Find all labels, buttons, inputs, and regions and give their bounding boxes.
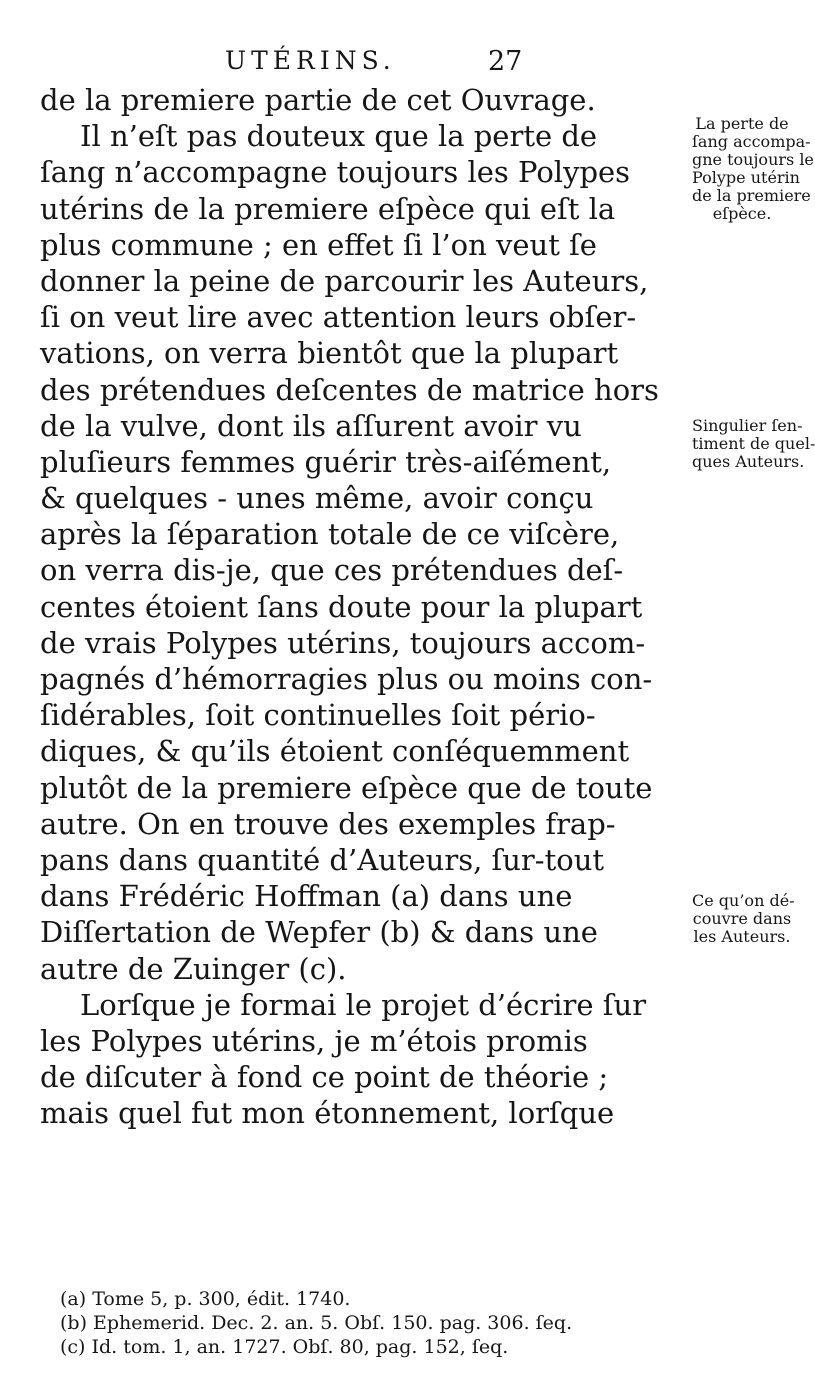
text-line: autre de Zuinger (c). — [40, 951, 347, 986]
margin-note-singular-opinion — [692, 416, 815, 471]
text-line: de la premiere partie de cet Ouvrage. — [40, 83, 596, 117]
margin-note-blood-loss — [692, 114, 814, 223]
running-head — [190, 46, 710, 86]
margin-note-line: gne toujours le — [692, 150, 814, 169]
text-line: après la ſéparation totale de ce viſcère, — [40, 517, 620, 552]
text-line: des prétendues deſcentes de matrice hors — [40, 372, 659, 407]
footnotes — [60, 1287, 730, 1359]
text-line: autre. On en trouve des exemples frap- — [40, 806, 616, 841]
margin-note-line: Ce qu’on dé- — [692, 891, 795, 910]
text-line: donner la peine de parcourir les Auteurs, — [40, 263, 649, 298]
margin-note-authors-discovery — [692, 891, 795, 946]
margin-note-line: eſpèce. — [712, 204, 772, 223]
margin-note-line: ſang accompa- — [692, 132, 811, 151]
text-line: plutôt de la premiere eſpèce que de toute — [40, 770, 653, 805]
text-line: ſang n’accompagne toujours les Polypes — [40, 155, 631, 190]
margin-note-line: ques Auteurs. — [692, 452, 805, 471]
text-line: pans dans quantité d’Auteurs, ſur-tout — [40, 842, 605, 877]
text-line: de diſcuter à fond ce point de théorie ; — [40, 1060, 609, 1095]
text-line: vations, on verra bientôt que la plupart — [40, 336, 619, 371]
margin-note-line: timent de quel- — [692, 434, 815, 453]
text-line: Il n’eſt pas douteux que la perte de — [80, 119, 598, 154]
text-line: de la vulve, dont ils aſſurent avoir vu — [40, 408, 582, 443]
margin-note-line: couvre dans — [692, 909, 792, 928]
text-line: Lorſque je formai le projet d’écrire ſur — [80, 987, 647, 1022]
text-line: dans Frédéric Hoffman (a) dans une — [40, 879, 573, 914]
text-line: de vrais Polypes utérins, toujours accom- — [40, 625, 646, 660]
margin-note-line: les Auteurs. — [693, 927, 791, 946]
text-line: & quelques - unes même, avoir conçu — [40, 481, 594, 516]
text-line: diques, & qu’ils étoient conſéquemment — [40, 734, 630, 769]
footnote-a: (a) Tome 5, p. 300, édit. 1740. — [60, 1288, 351, 1310]
text-line: pluſieurs femmes guérir très-aiſément, — [40, 444, 612, 479]
text-line: mais quel fut mon étonnement, lorſque — [40, 1096, 615, 1131]
text-line: on verra dis-je, que ces prétendues deſ- — [40, 553, 624, 588]
footnote-c: (c) Id. tom. 1, an. 1727. Obſ. 80, pag. 152, ſeq. — [60, 1336, 509, 1358]
text-line: Diſſertation de Wepfer (b) & dans une — [40, 915, 598, 950]
text-line: centes étoient ſans doute pour la plupart — [40, 589, 643, 624]
margin-note-line: Singulier ſen- — [692, 416, 803, 435]
text-line: plus commune ; en effet ſi l’on veut ſe — [40, 227, 597, 262]
running-title: UTÉRINS. — [225, 46, 396, 75]
text-line: ſi on veut lire avec attention leurs obſer- — [40, 300, 637, 335]
margin-note-line: Polype utérin — [692, 168, 800, 187]
margin-note-line: La perte de — [695, 114, 789, 133]
footnote-b: (b) Ephemerid. Dec. 2. an. 5. Obſ. 150. pag. 306. ſeq. — [60, 1312, 573, 1334]
margin-note-line: de la premiere — [692, 186, 811, 205]
text-line: les Polypes utérins, je m’étois promis — [40, 1023, 588, 1058]
main-text-block — [40, 82, 716, 1131]
text-line: ſidérables, ſoit continuelles ſoit pério- — [40, 698, 596, 733]
page-number: 27 — [488, 46, 523, 77]
text-line: pagnés d’hémorragies plus ou moins con- — [40, 662, 653, 696]
text-line: utérins de la premiere eſpèce qui eſt la — [40, 191, 616, 226]
